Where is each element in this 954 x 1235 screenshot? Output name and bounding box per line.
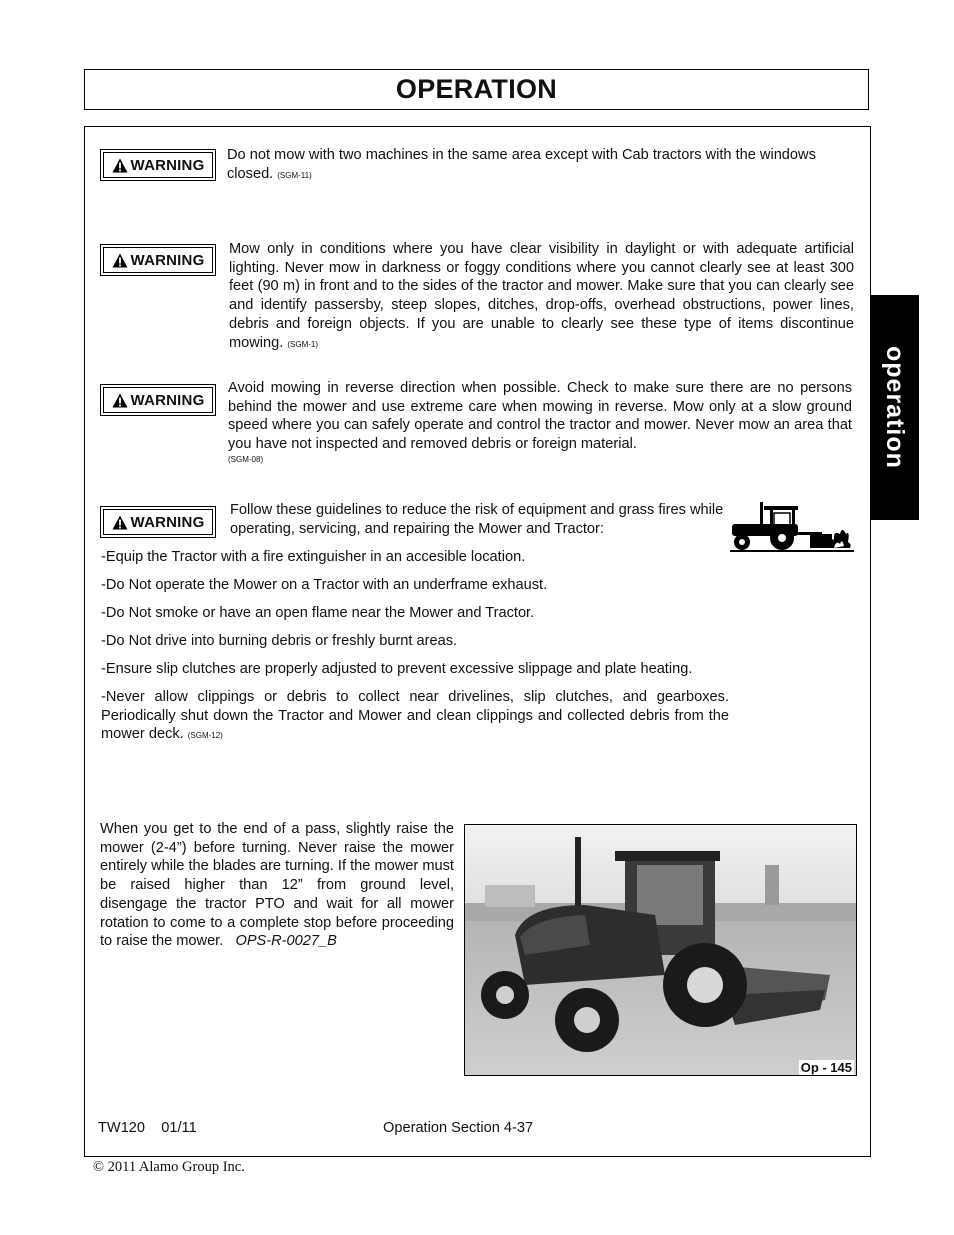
warning-triangle-icon	[112, 253, 128, 268]
warning-label: WARNING	[130, 156, 205, 174]
warning-code: (SGM-11)	[277, 170, 312, 180]
tractor-mower-photo	[464, 824, 857, 1076]
tractor-fire-icon	[730, 500, 854, 556]
fire-guideline-3: -Do Not smoke or have an open flame near the Mower and Tractor.	[101, 605, 535, 621]
fire-guideline-2: -Do Not operate the Mower on a Tractor with an underframe exhaust.	[101, 577, 548, 593]
warning-text: Follow these guidelines to reduce the risk of equipment and grass fires while operating, servicing, and repairing the Mower and Tractor:	[230, 502, 724, 537]
fire-guideline-5: -Ensure slip clutches are properly adjusted to prevent excessive slippage and plate heating.	[101, 661, 693, 677]
footer-model: TW120	[98, 1120, 146, 1136]
warning-label: WARNING	[130, 513, 205, 531]
warning-triangle-icon	[112, 158, 128, 173]
side-tab-label: operation	[881, 346, 909, 469]
fire-guideline-code: (SGM-12)	[187, 731, 223, 741]
warning-text-4	[230, 501, 728, 538]
page-title: OPERATION	[395, 74, 558, 104]
warning-text-3	[228, 379, 852, 454]
warning-badge-3	[100, 384, 216, 416]
photo-label: Op - 145	[800, 1060, 852, 1075]
footer-date: 01/11	[161, 1120, 197, 1136]
fire-guideline-6	[101, 688, 729, 746]
warning-badge-1	[100, 149, 216, 181]
warning-code-3: (SGM-08)	[228, 455, 264, 464]
turning-ref: OPS-R-0027_B	[235, 933, 337, 950]
warning-label: WARNING	[130, 391, 205, 409]
warning-code: (SGM-1)	[287, 339, 319, 349]
fire-guideline-text: -Never allow clippings or debris to collect near drivelines, slip clutches, and gearboxes. Periodically shut down the Tractor and Mower and clean clippings and collected debris from the mower deck.	[101, 689, 729, 743]
warning-badge-2	[100, 244, 216, 276]
warning-badge-4	[100, 506, 216, 538]
footer-model-date	[98, 1120, 197, 1136]
fire-guideline-4: -Do Not drive into burning debris or freshly burnt areas.	[101, 633, 458, 649]
warning-text: Avoid mowing in reverse direction when possible. Check to make sure there are no persons behind the mower and use extreme care when mowing in reverse. Mow only at a slow ground speed where you can safely operate and control the tractor and mower. Never mow an area that you have not inspected and removed debris or foreign material.	[228, 380, 852, 453]
warning-text-2	[229, 240, 854, 354]
tractor-photo-image	[465, 825, 857, 1076]
footer-section: Operation Section 4-37	[383, 1120, 534, 1136]
turning-text	[100, 820, 454, 951]
copyright: © 2011 Alamo Group Inc.	[93, 1159, 245, 1175]
header-box	[84, 69, 869, 110]
warning-text-1	[227, 146, 857, 185]
warning-label: WARNING	[130, 251, 205, 269]
section-side-tab	[870, 295, 919, 520]
fire-guideline-1: -Equip the Tractor with a fire extinguisher in an accesible location.	[101, 549, 526, 565]
warning-triangle-icon	[112, 515, 128, 530]
warning-triangle-icon	[112, 393, 128, 408]
turning-body: When you get to the end of a pass, slightly raise the mower (2-4”) before turning. Never raise the mower entirely while the blades are turning. If the mower must be raised higher than 12” from ground level, disengage the tractor PTO and wait for all mower rotation to come to a complete stop before proceeding to raise the mower.	[100, 821, 454, 950]
warning-text: Mow only in conditions where you have clear visibility in daylight or with adequate artificial lighting. Never mow in darkness or foggy conditions where you cannot clearly see at least 300 feet (90 m) in front and to the sides of the tractor and mower. Make sure that you can clearly see and identify passersby, steep slopes, ditches, drop-offs, overhead obstructions, power lines, debris and foreign objects. If you are unable to clearly see these type of items discontinue mowing.	[229, 241, 854, 351]
warning-text: Do not mow with two machines in the same area except with Cab tractors with the windows closed.	[227, 147, 816, 182]
